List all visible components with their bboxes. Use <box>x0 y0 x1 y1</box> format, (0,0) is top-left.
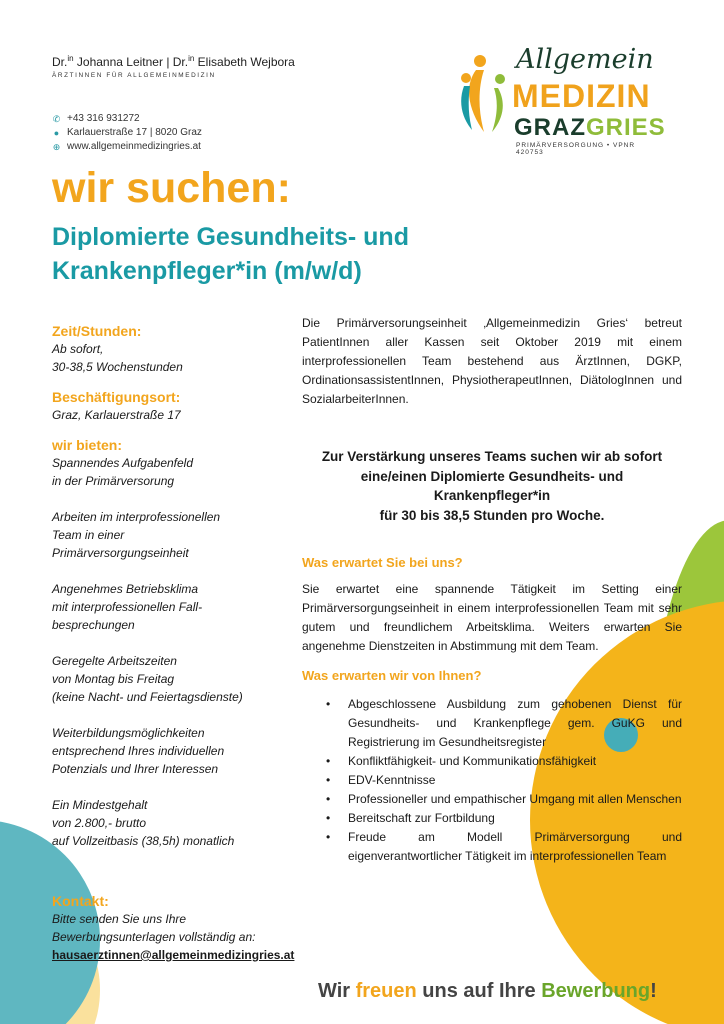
list-item: • Konfliktfähigkeit- und Kommunikationsfähigkeit <box>302 752 682 771</box>
place-text: Graz, Karlauerstraße 17 <box>52 408 181 422</box>
offer-heading: wir bieten: <box>52 437 123 453</box>
offer-item: Angenehmes Betriebsklima mit interprofessionellen Fall- besprechungen <box>52 582 203 632</box>
logo-tagline: PRIMÄRVERSORGUNG • VPNR 420753 <box>516 142 636 156</box>
left-column <box>52 322 302 964</box>
headline-we-search: wir suchen: <box>52 164 291 212</box>
list-item: • Freude am Modell Primärversorgung und eigenverantwortlicher Tätigkeit im interprofessionellen Team <box>302 828 682 866</box>
offer-item: Ein Mindestgehalt von 2.800,- brutto auf Vollzeitbasis (38,5h) monatlich <box>52 798 235 848</box>
website-link[interactable]: www.allgemeinmedizingries.at <box>67 141 201 152</box>
contact-line: Bitte senden Sie uns Ihre <box>52 912 187 926</box>
logo-graz-gries-text: GRAZGRIES <box>514 114 666 141</box>
website-row[interactable] <box>52 140 202 154</box>
contact-block <box>52 112 202 154</box>
practice-logo <box>456 44 666 156</box>
address-row: ● Karlauerstraße 17 | 8020 Graz <box>53 127 202 138</box>
practice-subtitle: ÄRZTINNEN FÜR ALLGEMEINMEDIZIN <box>52 72 216 79</box>
phone-icon: ✆ <box>52 114 61 124</box>
right-column <box>302 314 682 866</box>
place-heading: Beschäftigungsort: <box>52 389 181 405</box>
list-item: • Abgeschlossene Ausbildung zum gehobenen Dienst für Gesundheits- und Krankenpflege gem. GuKG und Registrierung im Gesundheitsregister <box>302 695 682 752</box>
time-line: Ab sofort, <box>52 342 104 356</box>
time-heading: Zeit/Stunden: <box>52 323 142 339</box>
requirements-heading: Was erwarten wir von Ihnen? <box>302 668 482 683</box>
application-email-link[interactable]: hausaerztinnen@allgemeinmedizingries.at <box>52 948 295 962</box>
list-item: • Professioneller und empathischer Umgang mit allen Menschen <box>302 790 682 809</box>
expect-heading: Was erwartet Sie bei uns? <box>302 555 463 570</box>
requirements-list <box>302 695 682 866</box>
offer-item: Spannendes Aufgabenfeld in der Primärversorung <box>52 456 194 488</box>
globe-icon: ⊕ <box>52 142 61 152</box>
callout-block: Zur Verstärkung unseres Teams suchen wir ab sofort eine/einen Diplomierte Gesundheits- und Krankenpfleger*in für 30 bis 38,5 Stunden pro Woche. <box>321 449 663 523</box>
expect-paragraph: Sie erwartet eine spannende Tätigkeit im Setting einer Primärversorgungseinheit in einem interprofessionellen Team mit sehr gutem und freundlichem Arbeitsklima. Weiters erwarten Sie angenehme Dienstzeiten in Abstimmung mit dem Team. <box>302 582 682 653</box>
logo-script-text: Allgemein <box>516 44 654 75</box>
contact-line: Bewerbungsunterlagen vollständig an: <box>52 930 256 944</box>
logo-figures-icon <box>456 52 514 134</box>
location-pin-icon: ● <box>53 128 60 138</box>
job-title: Diplomierte Gesundheits- und Krankenpfleger*in (m/w/d) <box>52 223 409 285</box>
time-line: 30-38,5 Wochenstunden <box>52 360 183 374</box>
list-item: • EDV-Kenntnisse <box>302 771 682 790</box>
logo-medizin-text: MEDIZIN <box>512 78 651 114</box>
contact-heading: Kontakt: <box>52 893 109 909</box>
phone-row: ✆ +43 316 931272 <box>52 113 140 124</box>
footer-slogan: Wir freuen uns auf Ihre Bewerbung! <box>318 980 657 1002</box>
offer-item: Geregelte Arbeitszeiten von Montag bis Freitag (keine Nacht- und Feiertagsdienste) <box>52 654 243 704</box>
intro-paragraph: Die Primärversorungseinheit ‚Allgemeinmedizin Gries‘ betreut PatientInnen aller Kassen seit Oktober 2019 mit einem interprofessionellen Team bestehend aus ÄrztInnen, DGKP, OrdinationsassistentInnen, PhysiotherapeutInnen, DiätologInnen und SozialarbeiterInnen. <box>302 316 682 406</box>
offer-item: Weiterbildungsmöglichkeiten entsprechend Ihres individuellen Potenzials und Ihrer Interessen <box>52 726 225 776</box>
doctors-names: Dr.$^{in}$ Johanna Leitner | Dr.$^{in}$ Elisabeth Wejbora <box>52 54 295 69</box>
list-item: • Bereitschaft zur Fortbildung <box>302 809 682 828</box>
offer-item: Arbeiten im interprofessionellen Team in einer Primärversorgungseinheit <box>52 510 221 560</box>
